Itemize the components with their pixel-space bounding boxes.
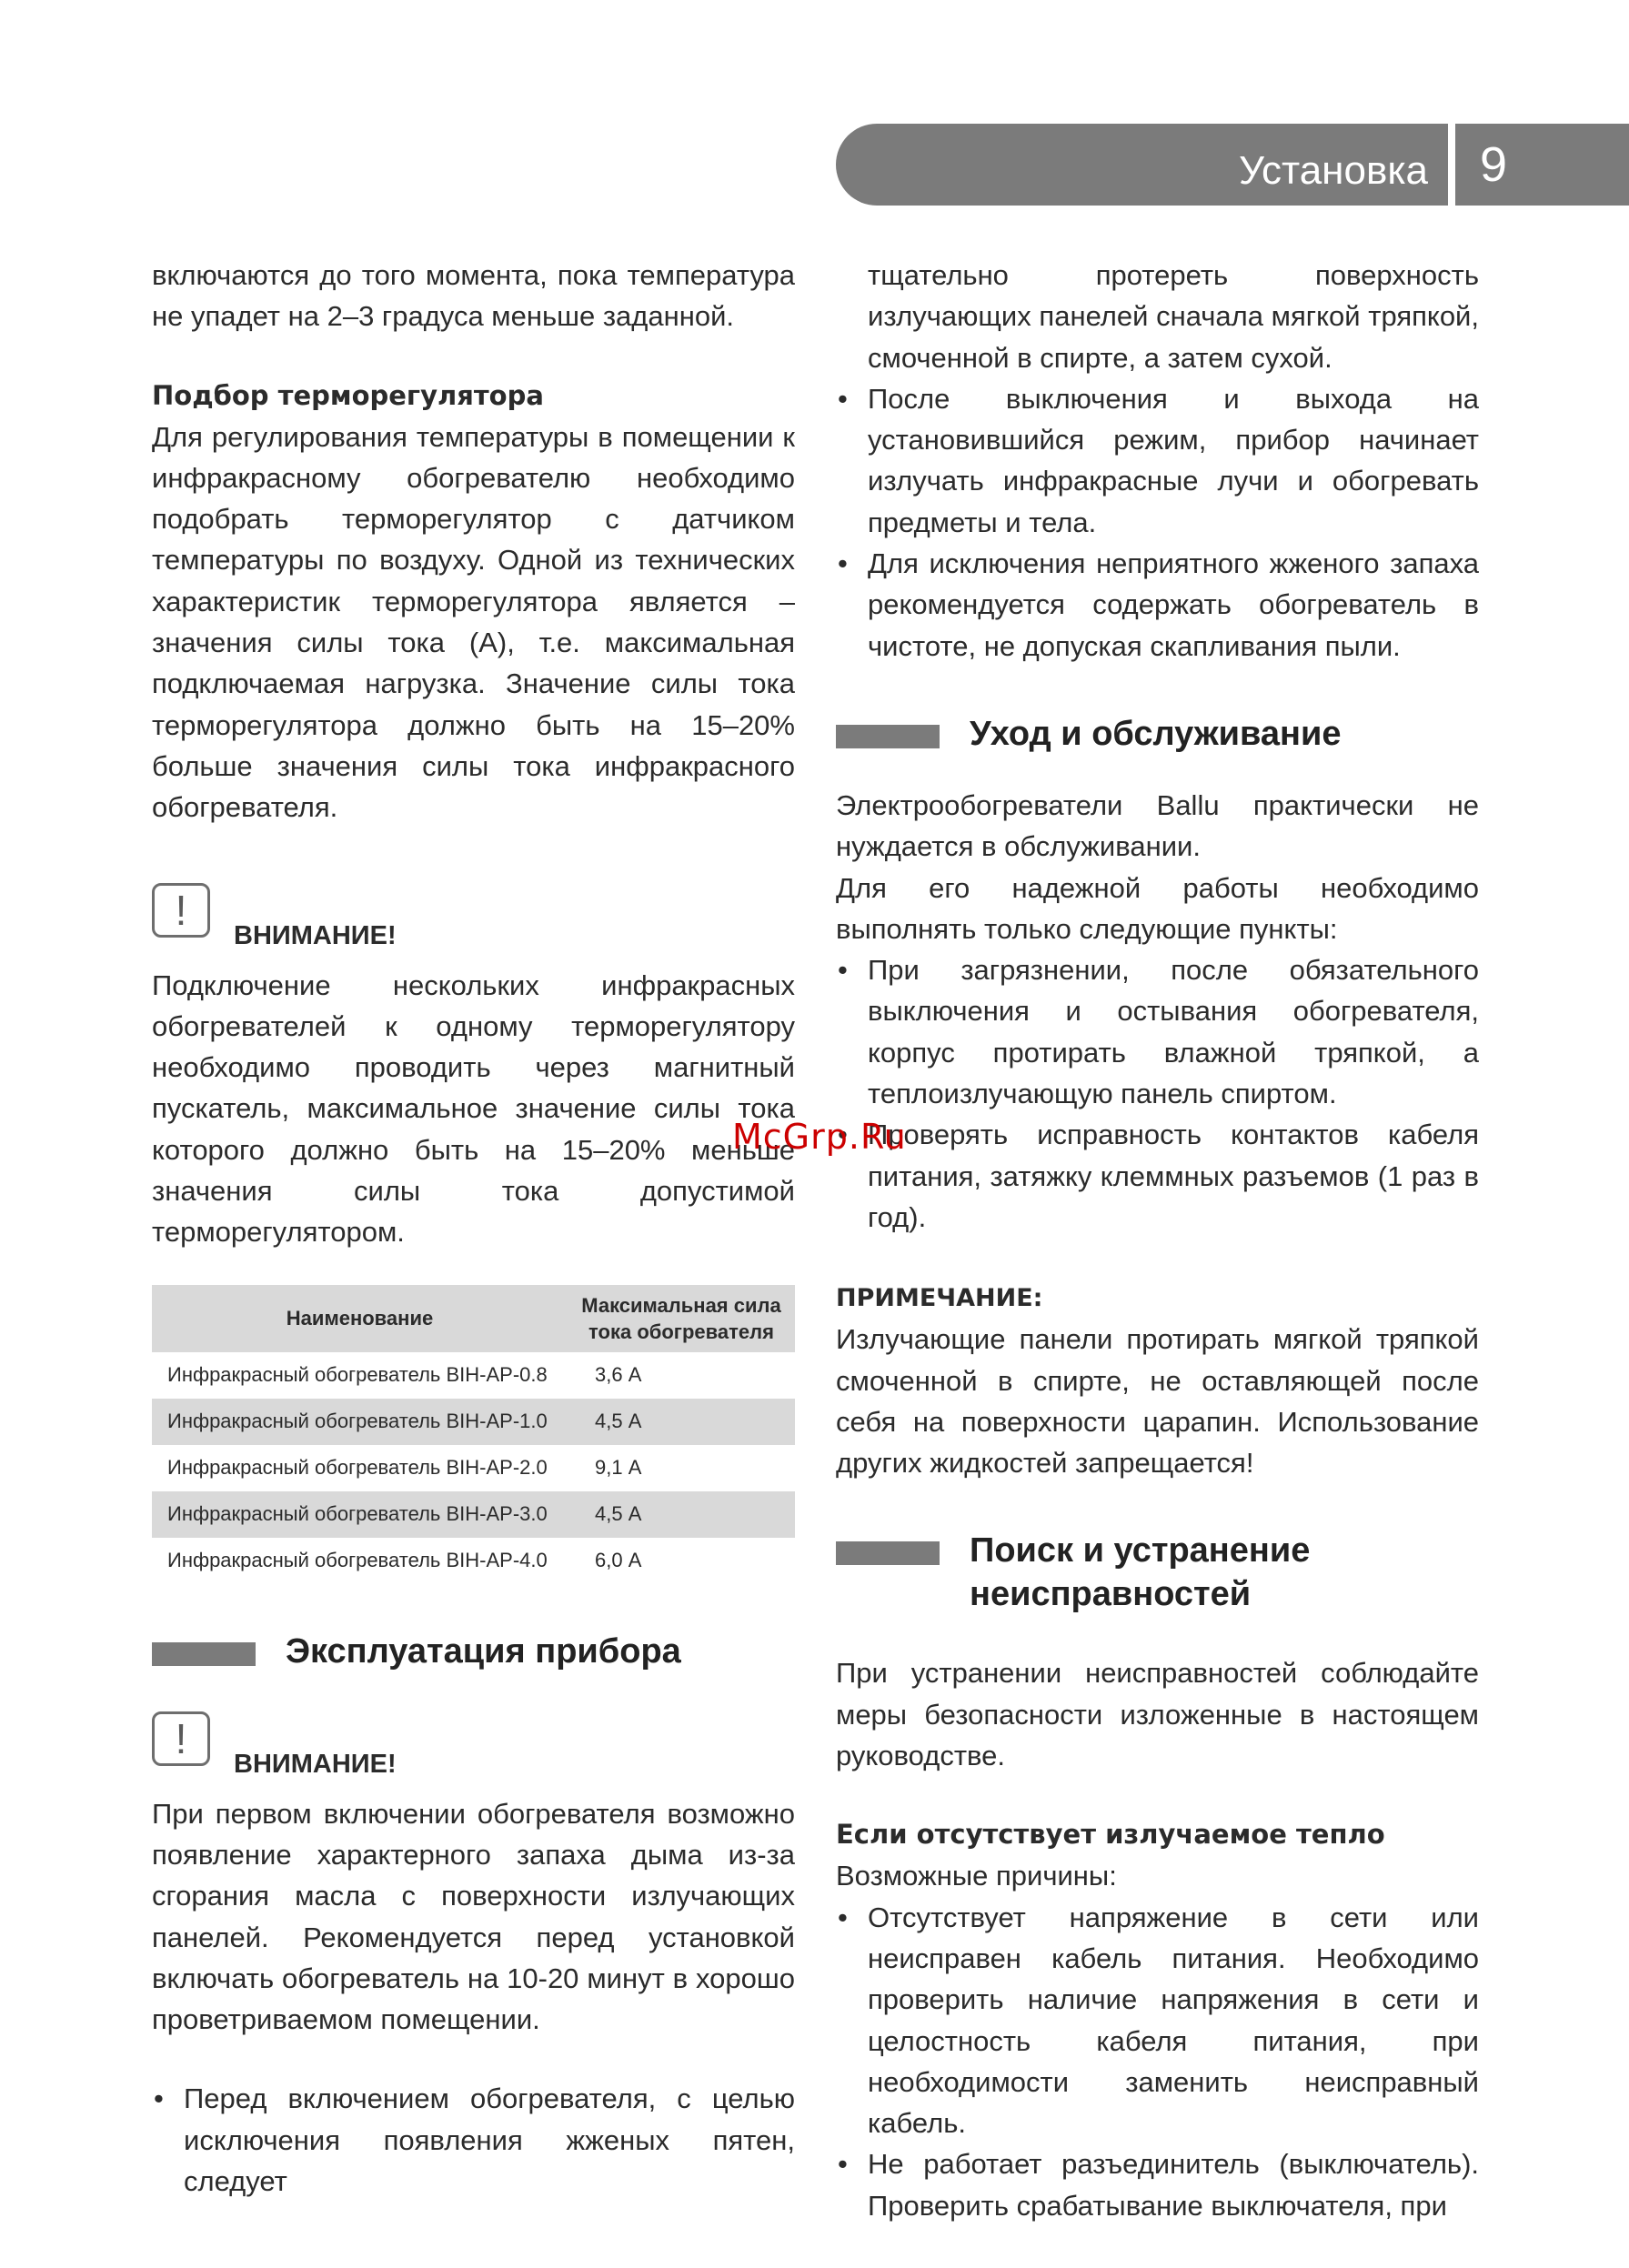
table-row [152, 1538, 795, 1584]
exclamation-icon: ! [152, 883, 210, 938]
table-header-row [152, 1285, 795, 1352]
warning-title: ВНИМАНИЕ! [234, 920, 397, 950]
list-item: • Для исключения неприятного жженого запаха рекомендуется содержать обогреватель в чистоте, не допуская скапливания пыли. [836, 543, 1479, 667]
table-cell-current: 4,5 А [568, 1399, 795, 1445]
header-separator [1448, 124, 1455, 206]
operation-section-heading [152, 1630, 795, 1673]
trouble-title-line2: неисправностей [970, 1575, 1252, 1614]
table-cell-model: Инфракрасный обогреватель BIH-AP-0.8 [167, 1363, 548, 1387]
section-marker-bar [836, 725, 940, 748]
selection-paragraph: Для регулирования температуры в помещении к инфракрасному обогревателю необходимо подобрать терморегулятор с датчиком температуры по воздуху. Одной из технических характеристик терморегулятора является – значения силы тока (А), т.е. максимальная подключаемая нагрузка. Значение силы тока терморегулятора должно быть на 15–20% больше значения силы тока инфракрасного обогревателя. [152, 420, 795, 824]
column-header-name: Наименование [152, 1285, 568, 1352]
trouble-title-line1: Поиск и устранение [970, 1531, 1311, 1571]
table-cell-current: 3,6 А [595, 1363, 642, 1387]
warning-paragraph: Подключение нескольких инфракрасных обогревателей к одному терморегулятору необходимо проводить через магнитный пускатель, максимальное значение силы тока которого должно быть на 15–20% меньше значения силы тока допустимой терморегулятором. [152, 968, 795, 1249]
table-cell-model: Инфракрасный обогреватель BIH-AP-1.0 [152, 1399, 568, 1445]
right-column [836, 255, 1479, 2226]
care-section-heading [836, 712, 1479, 756]
selection-heading: Подбор терморегулятора [152, 379, 544, 411]
operation-title: Эксплуатация прибора [286, 1631, 681, 1671]
bullet-list [836, 949, 1479, 1238]
table-cell-current: 6,0 А [595, 1549, 642, 1572]
noheat-heading: Если отсутствует излучаемое тепло [836, 1819, 1385, 1851]
care-title: Уход и обслуживание [970, 714, 1342, 753]
table-cell-current: 9,1 А [595, 1456, 642, 1480]
table-row [152, 1491, 795, 1538]
list-item: • Проверять исправность контактов кабеля питания, затяжку клеммных разъемов (1 раз в год). [836, 1114, 1479, 1238]
list-item-continuation: тщательно протереть поверхность излучающих панелей сначала мягкой тряпкой, смоченной в спирте, а затем сухой. [868, 259, 1479, 374]
table-cell-current: 4,5 А [568, 1491, 795, 1538]
care-paragraph: Для его надежной работы необходимо выполнять только следующие пункты: [836, 871, 1479, 945]
left-column [152, 255, 795, 2202]
warning-title: ВНИМАНИЕ! [234, 1749, 397, 1779]
list-item: • После выключения и выхода на установившийся режим, прибор начинает излучать инфракрасные лучи и обогревать предметы и тела. [836, 378, 1479, 543]
warning-block [152, 1711, 795, 1793]
list-item: • Не работает разъединитель (выключатель). Проверить срабатывание выключателя, при [836, 2143, 1479, 2226]
table-row [152, 1399, 795, 1445]
table-cell-model: Инфракрасный обогреватель BIH-AP-4.0 [167, 1549, 548, 1572]
page-number: 9 [1480, 137, 1508, 192]
trouble-paragraph: При устранении неисправностей соблюдайте меры безопасности изложенные в настоящем руководстве. [836, 1657, 1479, 1772]
trouble-section-heading [836, 1529, 1479, 1616]
list-item: • При загрязнении, после обязательного выключения и остывания обогревателя, корпус протирать влажной тряпкой, а теплоизлучающую панель спиртом. [836, 949, 1479, 1114]
section-marker-bar [836, 1541, 940, 1565]
watermark: McGrp.Ru [732, 1117, 907, 1157]
intro-paragraph: включаются до того момента, пока температура не упадет на 2–3 градуса меньше заданной. [152, 259, 795, 333]
section-header-title: Установка терморегулятора [1108, 148, 1428, 258]
table-row [152, 1445, 795, 1491]
table-cell-model: Инфракрасный обогреватель BIH-AP-3.0 [152, 1491, 568, 1538]
table-row [152, 1352, 795, 1399]
note-title: ПРИМЕЧАНИЕ: [836, 1284, 1043, 1313]
warning-paragraph: При первом включении обогревателя возможно появление характерного запаха дыма из-за сгорания масла с поверхности излучающих панелей. Рекомендуется перед установкой включать обогреватель на 10-20 минут в хорошо проветриваемом помещении. [152, 1797, 795, 2036]
section-marker-bar [152, 1642, 256, 1666]
causes-label: Возможные причины: [836, 1860, 1117, 1892]
bullet-list [836, 1897, 1479, 2226]
table-cell-model: Инфракрасный обогреватель BIH-AP-2.0 [167, 1456, 548, 1480]
list-item: • Отсутствует напряжение в сети или неисправен кабель питания. Необходимо проверить наличие напряжения в сети и целостность кабеля питания, при необходимости заменить неисправный кабель. [836, 1897, 1479, 2144]
current-table [152, 1285, 795, 1584]
exclamation-icon: ! [152, 1711, 210, 1766]
bullet-list [152, 2078, 795, 2202]
bullet-list [836, 255, 1479, 667]
column-header-current: Максимальная сила тока обогревателя [568, 1285, 795, 1352]
list-item: • Перед включением обогревателя, с целью исключения появления жженых пятен, следует [152, 2078, 795, 2202]
warning-block [152, 883, 795, 965]
note-paragraph: Излучающие панели протирать мягкой тряпкой смоченной в спирте, не оставляющей после себя на поверхности царапин. Использование других жидкостей запрещается! [836, 1323, 1479, 1480]
care-paragraph: Электрообогреватели Ballu практически не нуждается в обслуживании. [836, 788, 1479, 863]
